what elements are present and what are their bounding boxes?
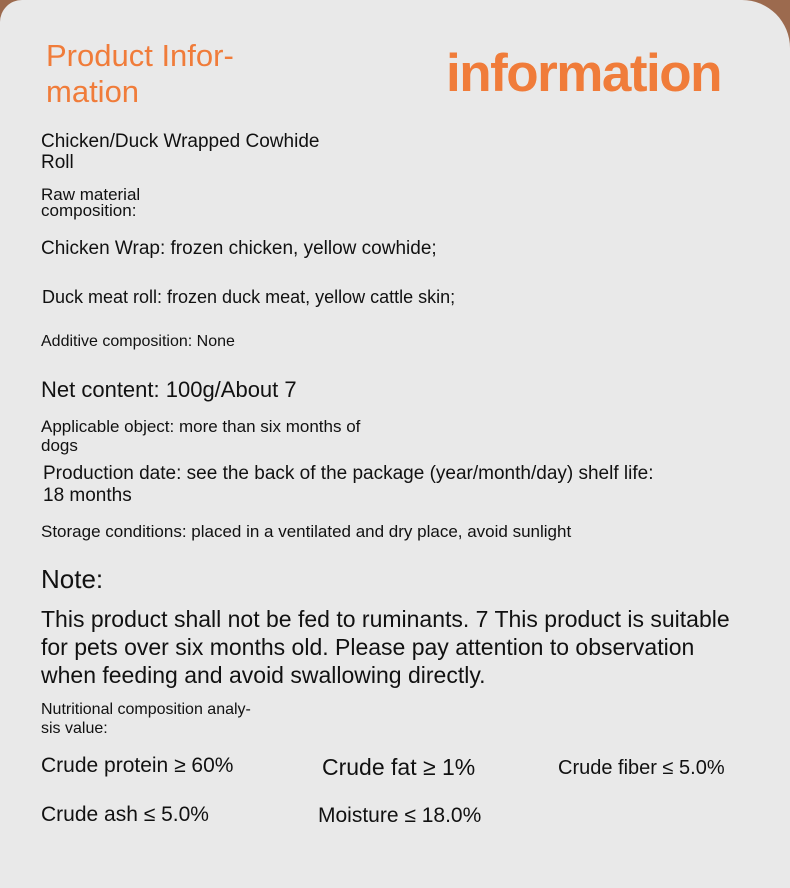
nutrition-label bbox=[41, 701, 251, 738]
moisture-value: Moisture ≤ 18.0% bbox=[318, 804, 482, 827]
chicken-wrap-text: Chicken Wrap: frozen chicken, yellow cowhide; bbox=[41, 238, 437, 259]
note-line-3: when feeding and avoid swallowing directly. bbox=[41, 662, 486, 689]
information-heading: information bbox=[446, 44, 721, 103]
net-content-text: Net content: 100g/About 7 bbox=[41, 377, 297, 402]
title-line-1: Product Infor- bbox=[46, 38, 234, 73]
crude-ash-value: Crude ash ≤ 5.0% bbox=[41, 803, 209, 826]
note-heading: Note: bbox=[41, 564, 104, 594]
product-name-line-2: Roll bbox=[41, 152, 74, 174]
nutrition-label-line-1: Nutritional composition analy- bbox=[41, 701, 251, 718]
raw-material-label-line-2: composition: bbox=[41, 200, 137, 220]
note-line-2: for pets over six months old. Please pay attention to observation bbox=[41, 634, 695, 661]
title-line-2: mation bbox=[46, 73, 140, 109]
nutrition-label-line-2: sis value: bbox=[41, 719, 108, 737]
additive-text: Additive composition: None bbox=[41, 333, 235, 350]
applicable-line-2: dogs bbox=[41, 435, 78, 455]
crude-fat-value: Crude fat ≥ 1% bbox=[322, 754, 476, 780]
production-line-1: Production date: see the back of the package (year/month/day) shelf life: bbox=[43, 463, 654, 484]
note-line-1: This product shall not be fed to ruminants. 7 This product is suitable bbox=[41, 606, 730, 632]
crude-protein-value: Crude protein ≥ 60% bbox=[41, 754, 234, 777]
production-line-2: 18 months bbox=[43, 485, 132, 507]
raw-material-label bbox=[41, 187, 140, 218]
product-name bbox=[41, 131, 319, 174]
applicable-line-1: Applicable object: more than six months of bbox=[41, 417, 361, 436]
raw-material-label-line-1: Raw material bbox=[41, 185, 141, 204]
duck-roll-text: Duck meat roll: frozen duck meat, yellow cattle skin; bbox=[42, 287, 456, 307]
production-date-text bbox=[43, 463, 653, 507]
applicable-object-text bbox=[41, 418, 360, 455]
crude-fiber-value: Crude fiber ≤ 5.0% bbox=[558, 757, 725, 779]
page-title bbox=[46, 38, 266, 109]
note-body bbox=[41, 605, 730, 689]
storage-text: Storage conditions: placed in a ventilated and dry place, avoid sunlight bbox=[41, 522, 572, 541]
product-name-line-1: Chicken/Duck Wrapped Cowhide bbox=[41, 131, 320, 152]
